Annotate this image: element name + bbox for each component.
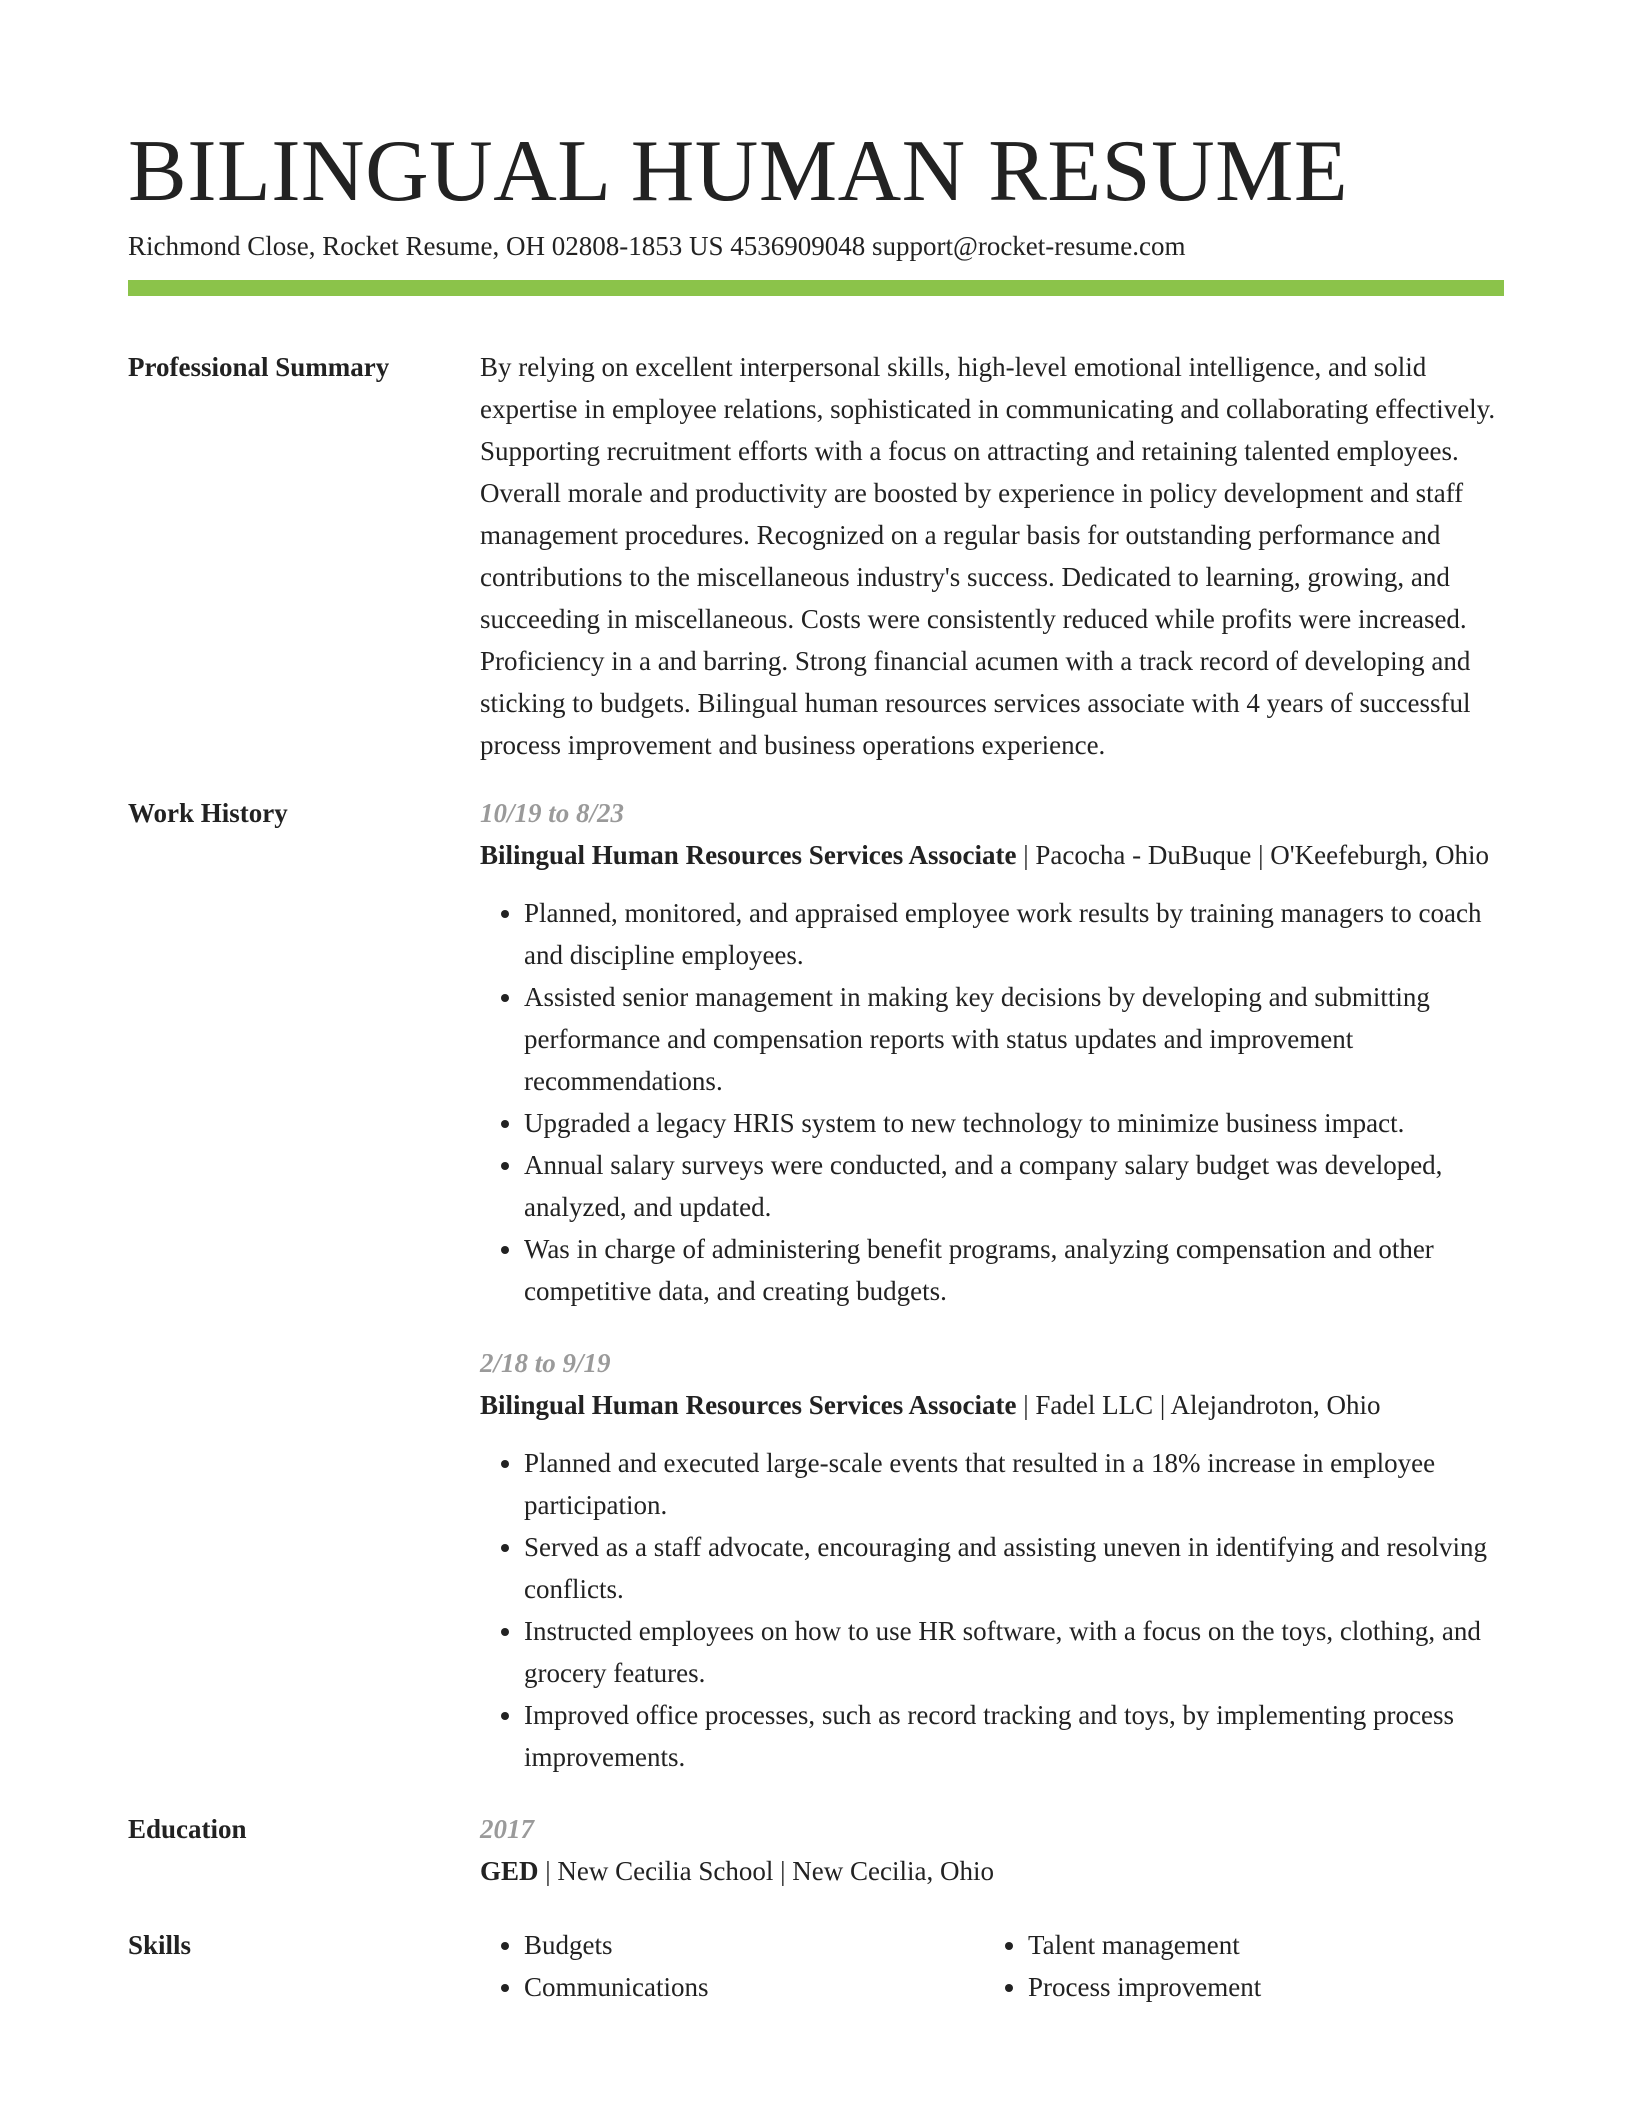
job-bullet: • Planned and executed large-scale events that resulted in a 18% increase in employee participation.	[524, 1442, 1504, 1526]
education-degree: GED	[480, 1856, 539, 1886]
education-details: | New Cecilia School | New Cecilia, Ohio	[538, 1856, 994, 1886]
education-heading	[480, 1850, 1504, 1892]
work-history-section	[128, 792, 1504, 1778]
job-bullet: • Instructed employees on how to use HR software, with a focus on the toys, clothing, and grocery features.	[524, 1610, 1504, 1694]
summary-text: By relying on excellent interpersonal skills, high-level emotional intelligence, and solid expertise in employee relations, sophisticated in communicating and collaborating effectively. Supporting recruitment efforts with a focus on attracting and retaining talented employees. Overall morale and productivity are boosted by experience in policy development and staff management procedures. Recognized on a regular basis for outstanding performance and contributions to the miscellaneous industry's success. Dedicated to learning, growing, and succeeding in miscellaneous. Costs were consistently reduced while profits were increased. Proficiency in a and barring. Strong financial acumen with a track record of developing and sticking to budgets. Bilingual human resources services associate with 4 years of successful process improvement and business operations experience.	[480, 352, 1496, 760]
job-bullet: • Was in charge of administering benefit programs, analyzing compensation and other competitive data, and creating budgets.	[524, 1228, 1504, 1312]
skill-item: • Process improvement	[1028, 1966, 1488, 2008]
skills-column-right	[984, 1924, 1488, 2008]
education-body	[480, 1808, 1504, 1892]
job-dates: 10/19 to 8/23	[480, 798, 625, 828]
skills-grid	[480, 1924, 1504, 2008]
education-label: Education	[128, 1814, 247, 1844]
education-section	[128, 1808, 1504, 1892]
skill-item: • Talent management	[1028, 1924, 1488, 1966]
job-heading	[480, 834, 1504, 876]
work-history-label: Work History	[128, 798, 288, 828]
job-details: | Fadel LLC | Alejandroton, Ohio	[1016, 1390, 1381, 1420]
education-year: 2017	[480, 1814, 534, 1844]
job-title: Bilingual Human Resources Services Associate	[480, 1390, 1017, 1420]
skill-item: • Communications	[524, 1966, 984, 2008]
contact-line: Richmond Close, Rocket Resume, OH 02808-1853 US 4536909048 support@rocket-resume.com	[128, 231, 1186, 261]
skills-column-left	[480, 1924, 984, 2008]
skills-label: Skills	[128, 1930, 192, 1960]
summary-label: Professional Summary	[128, 352, 390, 382]
accent-divider	[128, 280, 1504, 296]
skills-body	[480, 1924, 1504, 2008]
job-dates: 2/18 to 9/19	[480, 1348, 611, 1378]
summary-section	[128, 346, 1504, 766]
job-entry	[480, 792, 1504, 1312]
skills-section	[128, 1924, 1504, 2008]
job-bullet: • Improved office processes, such as record tracking and toys, by implementing process improvements.	[524, 1694, 1504, 1778]
job-bullets	[480, 892, 1504, 1312]
job-entry	[480, 1342, 1504, 1778]
resume-name: BILINGUAL HUMAN RESUME	[128, 123, 1349, 220]
job-bullet: • Annual salary surveys were conducted, and a company salary budget was developed, analyzed, and updated.	[524, 1144, 1504, 1228]
job-bullet: • Assisted senior management in making key decisions by developing and submitting performance and compensation reports with status updates and improvement recommendations.	[524, 976, 1504, 1102]
job-heading	[480, 1384, 1504, 1426]
resume-page	[128, 122, 1504, 2008]
job-bullet: • Upgraded a legacy HRIS system to new technology to minimize business impact.	[524, 1102, 1504, 1144]
job-bullets	[480, 1442, 1504, 1778]
skill-item: • Budgets	[524, 1924, 984, 1966]
job-title: Bilingual Human Resources Services Associate	[480, 840, 1017, 870]
job-details: | Pacocha - DuBuque | O'Keefeburgh, Ohio	[1016, 840, 1490, 870]
job-bullet: • Planned, monitored, and appraised employee work results by training managers to coach and discipline employees.	[524, 892, 1504, 976]
work-history-body	[480, 792, 1504, 1778]
job-bullet: • Served as a staff advocate, encouraging and assisting uneven in identifying and resolving conflicts.	[524, 1526, 1504, 1610]
summary-body	[480, 346, 1504, 766]
